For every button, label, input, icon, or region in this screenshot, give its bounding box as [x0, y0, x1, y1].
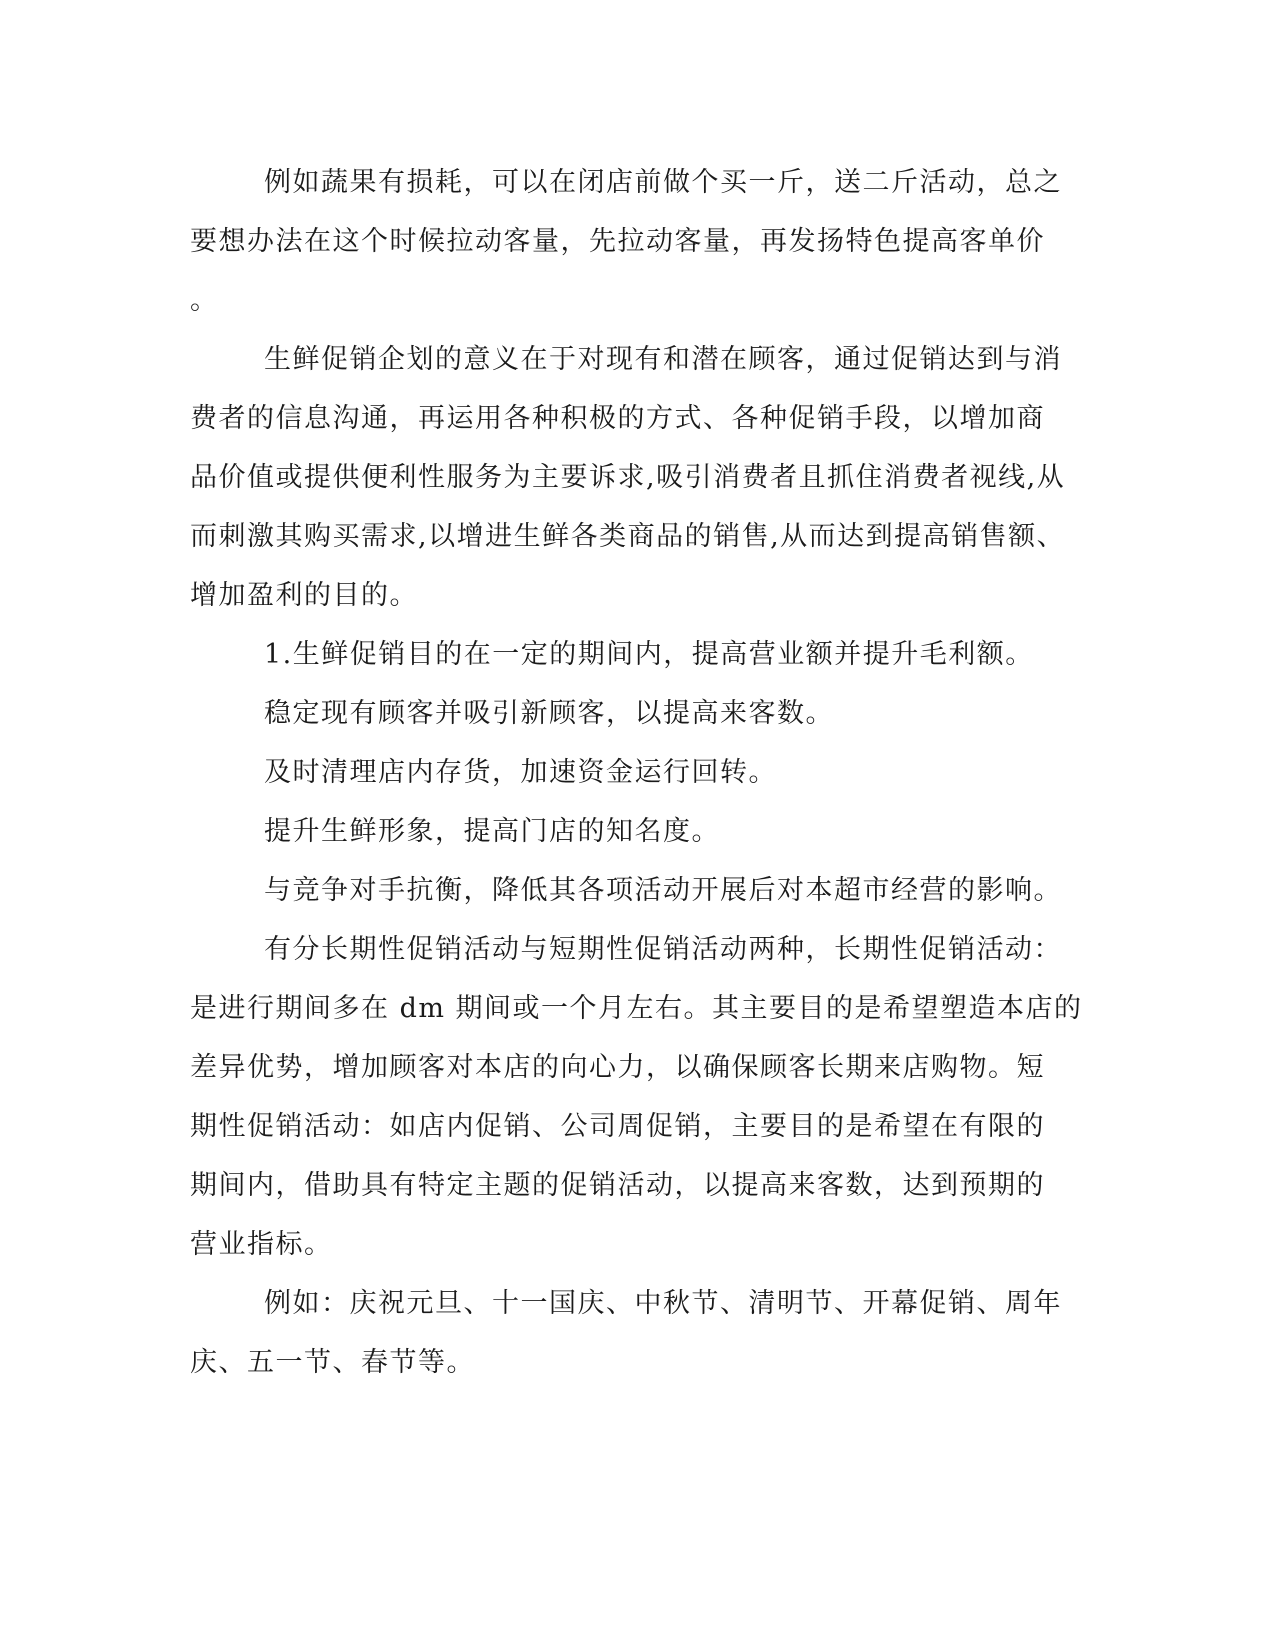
paragraph-line: 庆、五一节、春节等。	[190, 1347, 475, 1378]
list-item-line: 提升生鲜形象，提高门店的知名度。	[264, 816, 720, 847]
paragraph-line: 差异优势，增加顾客对本店的向心力，以确保顾客长期来店购物。短	[190, 1052, 1045, 1083]
paragraph-line: 。	[190, 285, 219, 316]
paragraph-line: 营业指标。	[190, 1229, 333, 1260]
paragraph-line: 例如：庆祝元旦、十一国庆、中秋节、清明节、开幕促销、周年	[264, 1288, 1062, 1319]
paragraph-line: 有分长期性促销活动与短期性促销活动两种，长期性促销活动：	[264, 934, 1062, 965]
list-item-line: 稳定现有顾客并吸引新顾客，以提高来客数。	[264, 698, 834, 729]
list-item-line: 1.生鲜促销目的在一定的期间内，提高营业额并提升毛利额。	[264, 639, 1034, 670]
paragraph-line: 期间内，借助具有特定主题的促销活动，以提高来客数，达到预期的	[190, 1170, 1045, 1201]
paragraph-line: 品价值或提供便利性服务为主要诉求,吸引消费者且抓住消费者视线,从	[190, 462, 1066, 493]
paragraph-line: 是进行期间多在 dm 期间或一个月左右。其主要目的是希望塑造本店的	[190, 993, 1083, 1024]
paragraph-line: 例如蔬果有损耗，可以在闭店前做个买一斤，送二斤活动，总之	[264, 167, 1062, 198]
paragraph-line: 增加盈利的目的。	[190, 580, 418, 611]
paragraph-line: 要想办法在这个时候拉动客量，先拉动客量，再发扬特色提高客单价	[190, 226, 1045, 257]
paragraph-line: 费者的信息沟通，再运用各种积极的方式、各种促销手段，以增加商	[190, 403, 1045, 434]
paragraph-line: 期性促销活动：如店内促销、公司周促销，主要目的是希望在有限的	[190, 1111, 1045, 1142]
paragraph-line: 生鲜促销企划的意义在于对现有和潜在顾客，通过促销达到与消	[264, 344, 1062, 375]
paragraph-line: 而刺激其购买需求,以增进生鲜各类商品的销售,从而达到提高销售额、	[190, 521, 1066, 552]
list-item-line: 及时清理店内存货，加速资金运行回转。	[264, 757, 777, 788]
list-item-line: 与竞争对手抗衡，降低其各项活动开展后对本超市经营的影响。	[264, 875, 1062, 906]
